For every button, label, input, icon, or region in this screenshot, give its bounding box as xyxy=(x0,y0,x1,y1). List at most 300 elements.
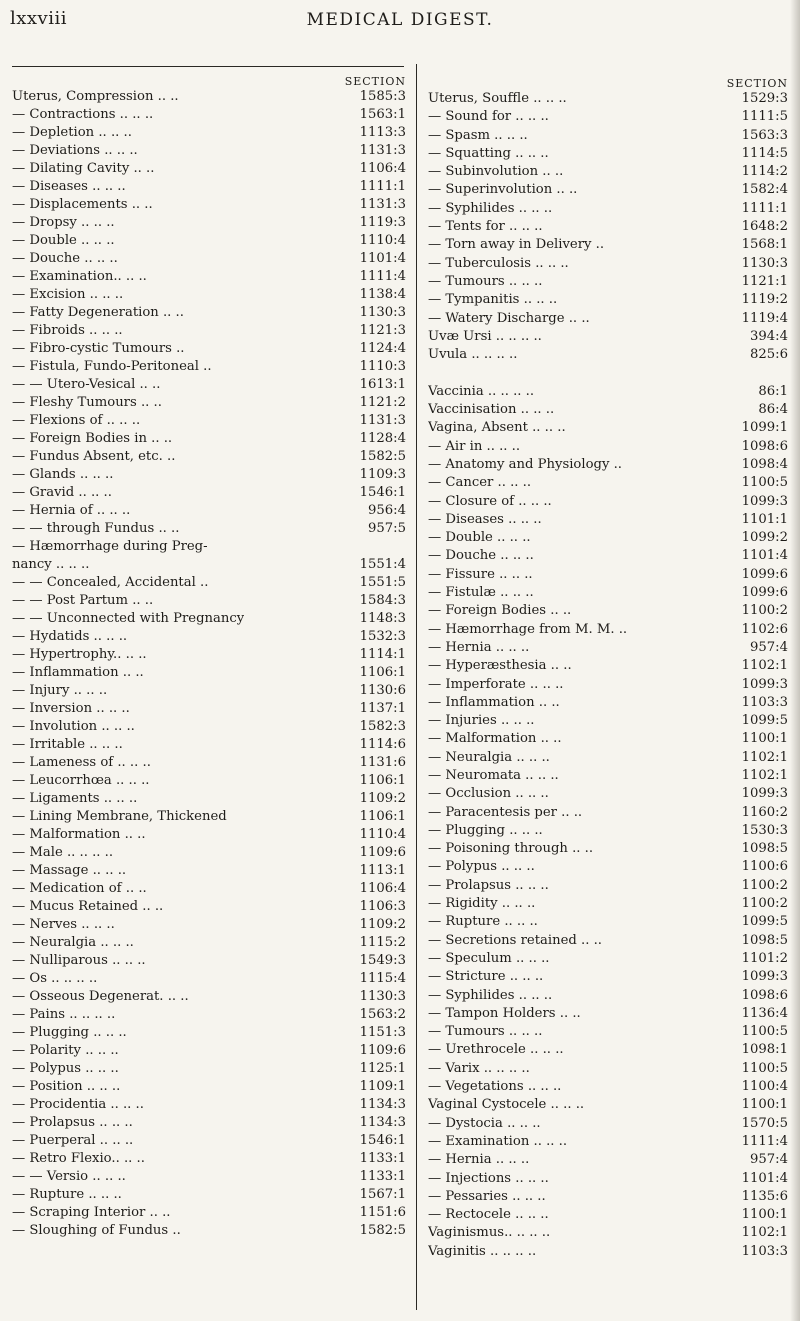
entry-term: — Imperforate .. .. .. xyxy=(428,676,564,692)
index-entry xyxy=(428,1096,788,1114)
entry-section-ref: 1549:3 xyxy=(359,953,406,968)
entry-term: — Lameness of .. .. .. xyxy=(12,755,151,770)
index-entry xyxy=(12,160,406,178)
entry-section-ref: 1099:3 xyxy=(741,786,788,802)
entry-section-ref: 394:4 xyxy=(749,328,788,344)
index-entry xyxy=(12,952,406,970)
entry-section-ref: 1103:3 xyxy=(741,1243,788,1259)
index-entry xyxy=(428,255,788,273)
entry-term: — Gravid .. .. .. xyxy=(12,485,112,500)
index-entry xyxy=(428,273,788,291)
entry-section-ref: 1532:3 xyxy=(359,629,406,644)
index-entry xyxy=(12,772,406,790)
index-entry xyxy=(428,1041,788,1059)
entry-section-ref: 1130:6 xyxy=(359,683,406,698)
entry-section-ref: 1110:4 xyxy=(359,827,406,842)
entry-section-ref: 1114:1 xyxy=(359,647,406,662)
section-column-label: SECTION xyxy=(726,77,788,90)
entry-term: — Position .. .. .. xyxy=(12,1079,121,1094)
entry-section-ref: 1546:1 xyxy=(359,1133,406,1148)
entry-term: — Hyperæsthesia .. .. xyxy=(428,658,572,674)
entry-term: — Displacements .. .. xyxy=(12,197,153,212)
index-entry xyxy=(12,502,406,520)
entry-section-ref: 1109:2 xyxy=(359,791,406,806)
entry-section-ref: 1106:1 xyxy=(359,773,406,788)
entry-section-ref: 1109:6 xyxy=(359,1043,406,1058)
entry-term: — Paracentesis per .. .. xyxy=(428,804,583,820)
entry-term: — Fistula, Fundo-Peritoneal .. xyxy=(12,359,212,374)
entry-section-ref: 1111:4 xyxy=(359,269,406,284)
index-entry xyxy=(12,556,406,574)
entry-term: — Hydatids .. .. .. xyxy=(12,629,128,644)
index-entry xyxy=(12,214,406,232)
entry-section-ref: 1128:4 xyxy=(359,431,406,446)
index-entry xyxy=(428,987,788,1005)
index-entry xyxy=(428,236,788,254)
index-entry xyxy=(428,584,788,602)
entry-section-ref: 1570:5 xyxy=(741,1115,788,1131)
index-entry xyxy=(428,676,788,694)
entry-term: — Contractions .. .. .. xyxy=(12,107,154,122)
index-entry xyxy=(428,493,788,511)
entry-section-ref: 1099:5 xyxy=(741,713,788,729)
index-entry xyxy=(428,181,788,199)
index-entry xyxy=(428,712,788,730)
index-entry xyxy=(12,934,406,952)
index-entry xyxy=(428,621,788,639)
index-entry xyxy=(12,664,406,682)
index-entry xyxy=(428,840,788,858)
index-entry xyxy=(12,574,406,592)
entry-section-ref: 1106:3 xyxy=(359,899,406,914)
entry-term: — Poisoning through .. .. xyxy=(428,841,594,857)
entry-section-ref: 957:5 xyxy=(367,521,406,536)
entry-section-ref: 1563:2 xyxy=(359,1007,406,1022)
index-entry xyxy=(12,1222,406,1240)
entry-section-ref: 1529:3 xyxy=(741,91,788,106)
entry-section-ref: 1136:4 xyxy=(741,1005,788,1021)
index-entry xyxy=(12,736,406,754)
entry-section-ref: 1130:3 xyxy=(359,989,406,1004)
index-entry xyxy=(428,127,788,145)
index-entry xyxy=(12,862,406,880)
entry-term: — Malformation .. .. xyxy=(428,731,562,747)
entry-term: Uvula .. .. .. .. xyxy=(428,347,518,363)
entry-section-ref: 1100:5 xyxy=(741,1024,788,1040)
entry-section-ref: 1101:4 xyxy=(741,548,788,564)
entry-section-ref: 1582:5 xyxy=(359,449,406,464)
entry-section-ref: 1099:2 xyxy=(741,530,788,546)
index-entry xyxy=(428,383,788,401)
entry-term: — Lining Membrane, Thickened xyxy=(12,809,227,824)
entry-section-ref: 1111:1 xyxy=(741,200,788,216)
index-entry xyxy=(428,767,788,785)
entry-term: — Douche .. .. .. xyxy=(428,548,534,564)
entry-term: — Syphilides .. .. .. xyxy=(428,987,553,1003)
entry-term: — Tympanitis .. .. .. xyxy=(428,292,558,308)
index-entry xyxy=(428,1206,788,1224)
index-entry xyxy=(12,970,406,988)
entry-term: — Superinvolution .. .. xyxy=(428,182,578,198)
index-entry xyxy=(428,804,788,822)
entry-section-ref xyxy=(348,538,406,556)
entry-section-ref: 1110:4 xyxy=(359,233,406,248)
entry-term: — Fistulæ .. .. .. xyxy=(428,585,534,601)
index-entry xyxy=(428,346,788,364)
index-entry xyxy=(428,730,788,748)
entry-term: Uterus, Compression .. .. xyxy=(12,89,179,104)
entry-term: — — Concealed, Accidental .. xyxy=(12,575,209,590)
entry-section-ref: 1114:6 xyxy=(359,737,406,752)
index-entry xyxy=(428,1005,788,1023)
index-entry xyxy=(428,694,788,712)
entry-section-ref: 1119:3 xyxy=(359,215,406,230)
index-entry xyxy=(12,88,406,106)
index-entry xyxy=(12,340,406,358)
index-entry xyxy=(12,250,406,268)
entry-term: — Deviations .. .. .. xyxy=(12,143,138,158)
entry-section-ref: 1100:1 xyxy=(741,1207,788,1223)
entry-section-ref: 1100:5 xyxy=(741,1060,788,1076)
entry-term: — Injury .. .. .. xyxy=(12,683,108,698)
index-entry xyxy=(12,898,406,916)
entry-term: — Neuralgia .. .. .. xyxy=(12,935,134,950)
index-entry xyxy=(12,1186,406,1204)
entry-term: — Tents for .. .. .. xyxy=(428,219,543,235)
entry-term: — Hypertrophy.. .. .. xyxy=(12,647,147,662)
entry-section-ref: 1530:3 xyxy=(741,822,788,838)
entry-section-ref: 1099:3 xyxy=(741,676,788,692)
entry-term: — Stricture .. .. .. xyxy=(428,969,544,985)
entry-section-ref: 1113:3 xyxy=(359,125,406,140)
index-entry xyxy=(428,108,788,126)
entry-section-ref: 1119:2 xyxy=(741,292,788,308)
entry-term: — Injections .. .. .. xyxy=(428,1170,549,1186)
entry-section-ref: 1582:4 xyxy=(741,182,788,198)
index-entry xyxy=(428,218,788,236)
entry-term: — Dystocia .. .. .. xyxy=(428,1115,541,1131)
index-entry xyxy=(12,646,406,664)
entry-term: — Os .. .. .. .. xyxy=(12,971,98,986)
entry-section-ref: 1138:4 xyxy=(359,287,406,302)
entry-term: — Fibro-cystic Tumours .. xyxy=(12,341,185,356)
index-entry xyxy=(428,438,788,456)
index-entry xyxy=(12,790,406,808)
index-entry xyxy=(428,1243,788,1261)
entry-section-ref: 1098:6 xyxy=(741,987,788,1003)
entry-section-ref: 1102:1 xyxy=(741,749,788,765)
entry-term: — Glands .. .. .. xyxy=(12,467,114,482)
entry-section-ref: 1101:2 xyxy=(741,950,788,966)
entry-section-ref: 1099:5 xyxy=(741,914,788,930)
entry-term: — Pessaries .. .. .. xyxy=(428,1188,546,1204)
entry-term: — Rupture .. .. .. xyxy=(12,1187,122,1202)
index-entry xyxy=(428,200,788,218)
entry-section-ref: 1160:2 xyxy=(741,804,788,820)
entry-section-ref: 1585:3 xyxy=(359,89,406,104)
entry-term: Vaccinisation .. .. .. xyxy=(428,402,555,418)
entry-section-ref: 1099:3 xyxy=(741,493,788,509)
entry-term: — Tumours .. .. .. xyxy=(428,273,543,289)
index-entry xyxy=(12,376,406,394)
index-entry xyxy=(12,718,406,736)
entry-section-ref: 1099:1 xyxy=(741,420,788,436)
entry-term: — Hernia .. .. .. xyxy=(428,1152,530,1168)
entry-term: — Involution .. .. .. xyxy=(12,719,135,734)
index-entry xyxy=(12,466,406,484)
index-entry xyxy=(428,566,788,584)
entry-section-ref: 957:4 xyxy=(749,639,788,655)
entry-section-ref: 1546:1 xyxy=(359,485,406,500)
entry-term: — — Versio .. .. .. xyxy=(12,1169,126,1184)
entry-section-ref: 1131:3 xyxy=(359,413,406,428)
page-edge-shadow xyxy=(790,0,800,1321)
running-title: MEDICAL DIGEST. xyxy=(306,10,494,30)
entry-section-ref: 1563:1 xyxy=(359,107,406,122)
index-entry xyxy=(428,145,788,163)
index-entry xyxy=(428,639,788,657)
entry-term: — Tuberculosis .. .. .. xyxy=(428,255,569,271)
entry-section-ref: 1109:2 xyxy=(359,917,406,932)
entry-section-ref: 1134:3 xyxy=(359,1097,406,1112)
index-entry xyxy=(428,785,788,803)
index-entry xyxy=(428,1224,788,1242)
entry-term: — — through Fundus .. .. xyxy=(12,521,180,536)
entry-term: — Sound for .. .. .. xyxy=(428,109,549,125)
entry-term: — Fibroids .. .. .. xyxy=(12,323,123,338)
entry-term: — Hæmorrhage from M. M. .. xyxy=(428,621,628,637)
entry-section-ref: 1121:1 xyxy=(741,273,788,289)
entry-section-ref: 1125:1 xyxy=(359,1061,406,1076)
entry-term: — Spasm .. .. .. xyxy=(428,127,528,143)
entry-section-ref: 1582:5 xyxy=(359,1223,406,1238)
entry-term: — Depletion .. .. .. xyxy=(12,125,132,140)
entry-term: — Tumours .. .. .. xyxy=(428,1024,543,1040)
entry-section-ref: 1568:1 xyxy=(741,237,788,253)
index-entry xyxy=(428,1170,788,1188)
entry-section-ref: 1101:1 xyxy=(741,511,788,527)
entry-section-ref: 1100:2 xyxy=(741,896,788,912)
index-entry xyxy=(12,412,406,430)
entry-section-ref: 1098:4 xyxy=(741,456,788,472)
entry-section-ref: 1109:1 xyxy=(359,1079,406,1094)
entry-term: Vaginitis .. .. .. .. xyxy=(428,1243,537,1259)
entry-section-ref: 1103:3 xyxy=(741,694,788,710)
index-entry xyxy=(428,822,788,840)
entry-section-ref: 86:1 xyxy=(758,383,788,399)
index-entry xyxy=(12,448,406,466)
entry-term: — Sloughing of Fundus .. xyxy=(12,1223,181,1238)
entry-section-ref: 1121:2 xyxy=(359,395,406,410)
index-entry xyxy=(12,358,406,376)
page-number: lxxviii xyxy=(10,8,67,29)
entry-term: — Fundus Absent, etc. .. xyxy=(12,449,176,464)
index-entry xyxy=(428,1133,788,1151)
entry-section-ref: 1106:1 xyxy=(359,665,406,680)
index-entry xyxy=(12,628,406,646)
entry-term: — Anatomy and Physiology .. xyxy=(428,456,623,472)
index-entry xyxy=(428,310,788,328)
entry-section-ref: 1131:6 xyxy=(359,755,406,770)
entry-term: — Closure of .. .. .. xyxy=(428,493,552,509)
entry-term: — Examination .. .. .. xyxy=(428,1133,568,1149)
entry-term: — Examination.. .. .. xyxy=(12,269,147,284)
entry-term: — Urethrocele .. .. .. xyxy=(428,1042,564,1058)
entry-section-ref: 1133:1 xyxy=(359,1169,406,1184)
index-entry xyxy=(12,826,406,844)
index-entry xyxy=(12,394,406,412)
entry-term: — Dropsy .. .. .. xyxy=(12,215,115,230)
entry-term: — Polarity .. .. .. xyxy=(12,1043,119,1058)
entry-section-ref: 1106:1 xyxy=(359,809,406,824)
entry-section-ref: 1106:4 xyxy=(359,881,406,896)
entry-section-ref: 1110:3 xyxy=(359,359,406,374)
entry-section-ref: 1584:3 xyxy=(359,593,406,608)
entry-section-ref: 1582:3 xyxy=(359,719,406,734)
entry-section-ref: 1130:3 xyxy=(741,255,788,271)
index-entry xyxy=(428,950,788,968)
entry-section-ref: 1106:4 xyxy=(359,161,406,176)
entry-term: nancy .. .. .. xyxy=(12,557,90,572)
entry-term: — Ligaments .. .. .. xyxy=(12,791,138,806)
entry-term: — Subinvolution .. .. xyxy=(428,164,564,180)
entry-section-ref: 1100:4 xyxy=(741,1079,788,1095)
entry-term: — Mucus Retained .. .. xyxy=(12,899,164,914)
entry-section-ref: 1115:2 xyxy=(359,935,406,950)
entry-term: — Fatty Degeneration .. .. xyxy=(12,305,184,320)
index-entry xyxy=(428,90,788,108)
entry-term: — Cancer .. .. .. xyxy=(428,475,532,491)
entry-section-ref: 1100:1 xyxy=(741,1097,788,1113)
entry-section-ref: 1551:5 xyxy=(359,575,406,590)
section-column-label: SECTION xyxy=(344,75,406,88)
entry-section-ref: 1131:3 xyxy=(359,143,406,158)
entry-term: — Nulliparous .. .. .. xyxy=(12,953,146,968)
entry-section-ref: 86:4 xyxy=(758,402,788,418)
entry-term: — Syphilides .. .. .. xyxy=(428,200,553,216)
index-entry xyxy=(12,1204,406,1222)
index-entry xyxy=(428,895,788,913)
index-entry xyxy=(12,484,406,502)
index-entry xyxy=(12,754,406,772)
index-entry xyxy=(12,196,406,214)
entry-section-ref: 1099:3 xyxy=(741,969,788,985)
entry-section-ref: 957:4 xyxy=(749,1152,788,1168)
entry-section-ref: 1148:3 xyxy=(359,611,406,626)
entry-term: — Varix .. .. .. .. xyxy=(428,1060,530,1076)
entry-section-ref: 825:6 xyxy=(749,347,788,363)
entry-term: — Plugging .. .. .. xyxy=(12,1025,127,1040)
entry-section-ref: 1099:6 xyxy=(741,566,788,582)
index-entry xyxy=(428,657,788,675)
entry-section-ref: 1098:1 xyxy=(741,1042,788,1058)
index-entry xyxy=(428,328,788,346)
entry-term: — Foreign Bodies .. .. xyxy=(428,603,572,619)
entry-section-ref: 1134:3 xyxy=(359,1115,406,1130)
entry-section-ref: 1101:4 xyxy=(741,1170,788,1186)
index-entry xyxy=(12,430,406,448)
entry-term: — Speculum .. .. .. xyxy=(428,950,550,966)
entry-term: — Massage .. .. .. xyxy=(12,863,127,878)
entry-term: — Neuromata .. .. .. xyxy=(428,767,559,783)
entry-term: — Procidentia .. .. .. xyxy=(12,1097,144,1112)
entry-section-ref: 1151:6 xyxy=(359,1205,406,1220)
entry-term: Vaginismus.. .. .. .. xyxy=(428,1225,551,1241)
entry-section-ref: 1100:6 xyxy=(741,859,788,875)
column-divider xyxy=(416,64,417,1310)
index-entry xyxy=(428,364,788,382)
index-entry xyxy=(12,1042,406,1060)
index-entry xyxy=(12,1060,406,1078)
index-entry xyxy=(12,304,406,322)
index-entry xyxy=(428,602,788,620)
index-entry xyxy=(428,1060,788,1078)
index-entry xyxy=(428,913,788,931)
entries-list-right xyxy=(428,90,788,1261)
index-entry xyxy=(428,1023,788,1041)
index-entry xyxy=(428,1151,788,1169)
entry-term: — Hæmorrhage during Preg- xyxy=(12,539,208,554)
entry-term: — Prolapsus .. .. .. xyxy=(12,1115,133,1130)
entry-term: — Inflammation .. .. xyxy=(428,694,560,710)
entry-term: — Inversion .. .. .. xyxy=(12,701,130,716)
entry-section-ref: 1109:3 xyxy=(359,467,406,482)
entry-section-ref: 1100:2 xyxy=(741,603,788,619)
entry-section-ref: 1098:6 xyxy=(741,438,788,454)
index-entry xyxy=(12,610,406,628)
entry-term: — Polypus .. .. .. xyxy=(428,859,535,875)
index-entry xyxy=(12,916,406,934)
index-entry xyxy=(12,322,406,340)
index-entry xyxy=(428,419,788,437)
entry-section-ref: 1098:5 xyxy=(741,932,788,948)
entry-term: — — Unconnected with Pregnancy xyxy=(12,611,245,626)
index-entry xyxy=(428,932,788,950)
entry-term: — — Post Partum .. .. xyxy=(12,593,154,608)
entry-term: — Double .. .. .. xyxy=(12,233,115,248)
index-entry xyxy=(12,1024,406,1042)
entry-term: — Rupture .. .. .. xyxy=(428,914,538,930)
entry-term: Uvæ Ursi .. .. .. .. xyxy=(428,328,542,344)
entry-term: — Inflammation .. .. xyxy=(12,665,144,680)
index-entry xyxy=(12,592,406,610)
index-entry xyxy=(428,1115,788,1133)
header-rule xyxy=(12,66,404,67)
index-entry xyxy=(428,529,788,547)
index-entry xyxy=(12,1096,406,1114)
entry-section-ref: 1551:4 xyxy=(359,557,406,572)
entry-section-ref: 1124:4 xyxy=(359,341,406,356)
entry-term: — Plugging .. .. .. xyxy=(428,822,543,838)
entry-section-ref: 1102:6 xyxy=(741,621,788,637)
index-entry xyxy=(12,268,406,286)
entry-term: — Irritable .. .. .. xyxy=(12,737,123,752)
entry-term: — Air in .. .. .. xyxy=(428,438,521,454)
entry-section-ref: 1111:1 xyxy=(359,179,406,194)
entry-section-ref: 956:4 xyxy=(367,503,406,518)
entry-term: — Leucorrhœa .. .. .. xyxy=(12,773,150,788)
index-entry xyxy=(12,232,406,250)
index-entry xyxy=(12,1006,406,1024)
entry-term: — Watery Discharge .. .. xyxy=(428,310,590,326)
index-entry xyxy=(12,1168,406,1186)
entry-term: — Injuries .. .. .. xyxy=(428,713,535,729)
entry-term: — Diseases .. .. .. xyxy=(428,511,542,527)
index-entry xyxy=(12,1150,406,1168)
index-entry xyxy=(428,511,788,529)
entry-term: — Fissure .. .. .. xyxy=(428,566,533,582)
entry-term: — Medication of .. .. xyxy=(12,881,147,896)
